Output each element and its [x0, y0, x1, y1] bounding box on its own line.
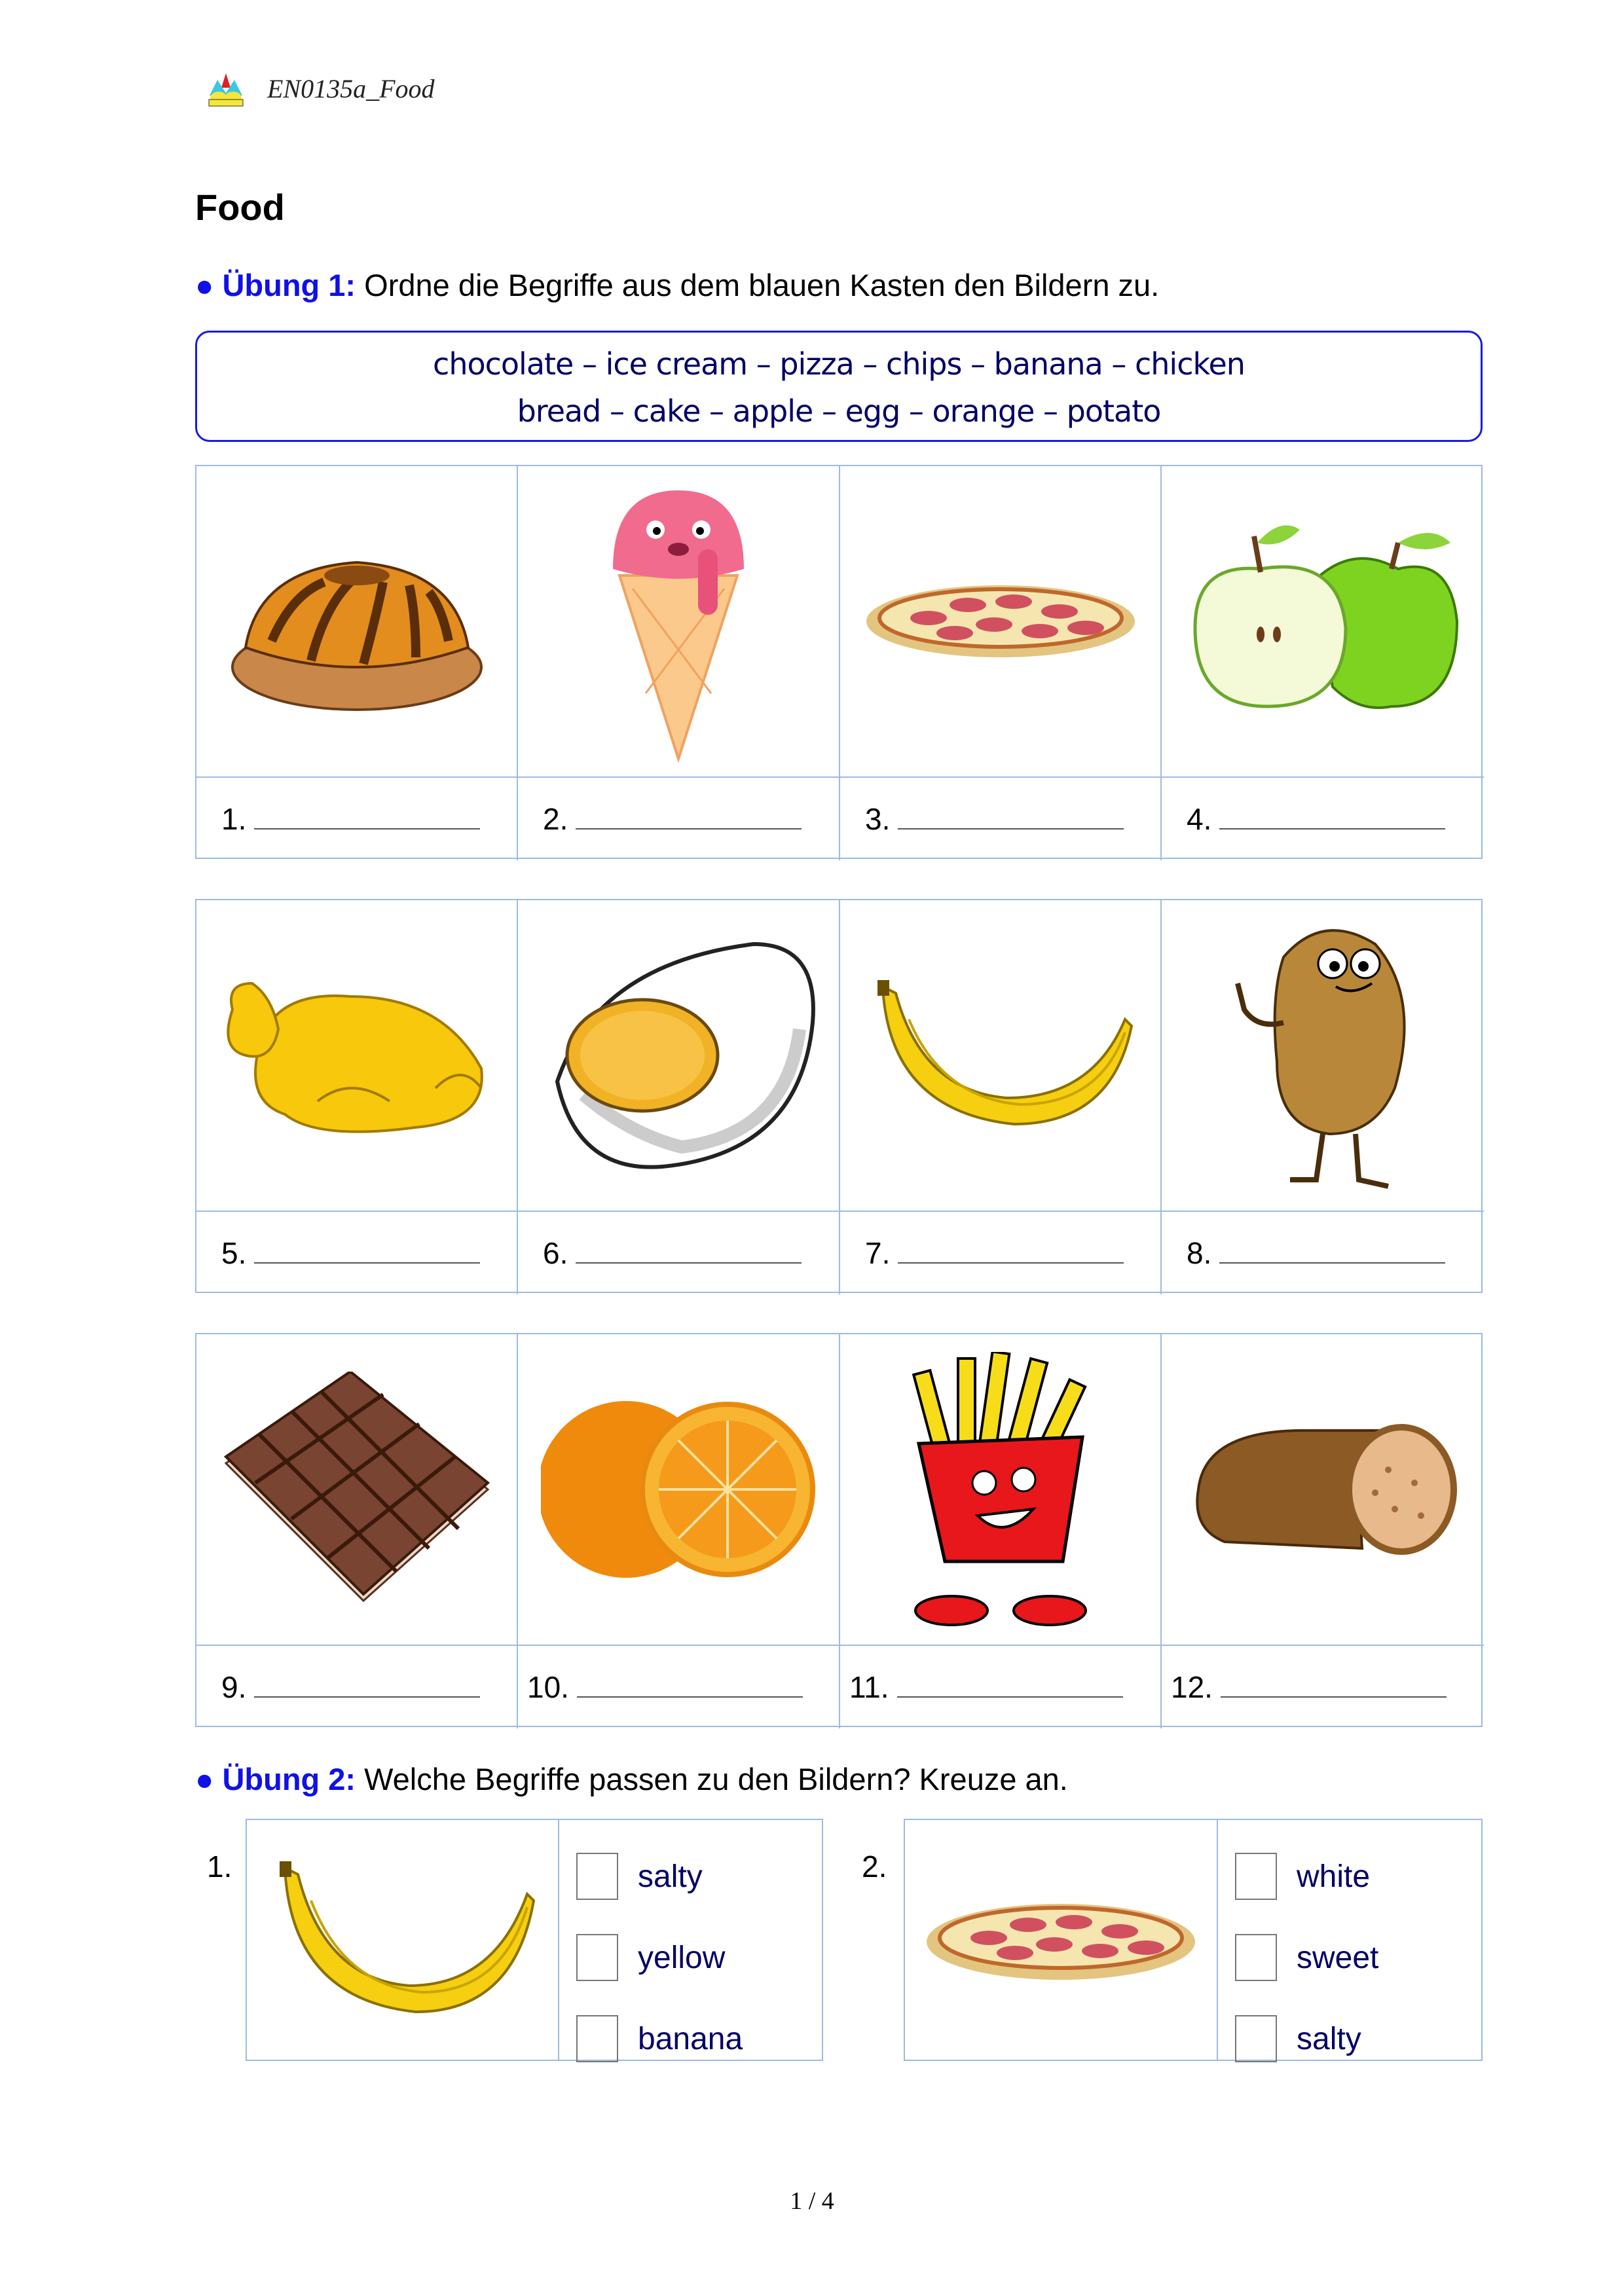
checkbox[interactable] [1235, 2015, 1277, 2062]
answer-12[interactable] [1162, 1645, 1484, 1728]
item-number: 5. [221, 1236, 247, 1270]
item-number: 1. [221, 802, 247, 836]
answer-line [898, 1262, 1124, 1264]
answer-11[interactable] [840, 1645, 1162, 1728]
option-white[interactable] [1218, 1836, 1481, 1917]
checkbox[interactable] [576, 1853, 618, 1900]
answer-line [576, 828, 802, 829]
picture-chips [840, 1334, 1162, 1645]
exercise1-instruction: Ordne die Begriffe aus dem blauen Kasten den Bildern zu. [364, 268, 1160, 302]
answer-5[interactable] [196, 1211, 518, 1294]
nachhilfe-logo [207, 73, 245, 107]
item-number: 12. [1171, 1670, 1213, 1704]
picture-pizza [905, 1820, 1218, 2060]
picture-banana [840, 900, 1162, 1211]
answer-2[interactable] [518, 776, 840, 860]
item-number: 11. [849, 1670, 889, 1704]
picture-potato [1162, 900, 1484, 1211]
task-2 [904, 1819, 1483, 2061]
picture-pizza [840, 466, 1162, 776]
answer-line [254, 1262, 480, 1264]
option-label: yellow [638, 1940, 726, 1975]
word-box-line2: bread – cake – apple – egg – orange – potato [517, 393, 1161, 429]
exercise2-instruction: Welche Begriffe passen zu den Bildern? Kreuze an. [364, 1762, 1068, 1796]
item-number: 8. [1187, 1236, 1212, 1270]
picture-apple [1162, 466, 1484, 776]
item-number: 2. [543, 802, 568, 836]
picture-orange [518, 1334, 840, 1645]
answer-8[interactable] [1162, 1211, 1484, 1294]
picture-bread [1162, 1334, 1484, 1645]
item-number: 7. [865, 1236, 891, 1270]
option-sweet[interactable] [1218, 1917, 1481, 1998]
option-label: banana [638, 2021, 743, 2056]
word-box [195, 331, 1483, 442]
picture-egg [518, 900, 840, 1211]
picture-ice-cream [518, 466, 840, 776]
answer-line [254, 828, 480, 829]
checkbox[interactable] [1235, 1853, 1277, 1900]
exercise1-label: Übung 1: [222, 268, 356, 302]
exercise2-label: Übung 2: [222, 1762, 356, 1796]
item-number: 9. [221, 1670, 247, 1704]
answer-6[interactable] [518, 1211, 840, 1294]
answer-line [1219, 1262, 1445, 1264]
option-label: salty [638, 1859, 703, 1894]
answer-3[interactable] [840, 776, 1162, 860]
document-id: EN0135a_Food [267, 74, 435, 103]
picture-chicken [196, 900, 518, 1211]
answer-4[interactable] [1162, 776, 1484, 860]
item-number: 3. [865, 802, 891, 836]
answer-line [898, 828, 1124, 829]
option-label: salty [1297, 2021, 1361, 2056]
answer-line [897, 1696, 1123, 1698]
picture-grid-row1 [195, 465, 1483, 859]
option-salty[interactable] [1218, 1998, 1481, 2079]
option-salty[interactable] [559, 1836, 822, 1917]
task-number: 2. [862, 1850, 887, 1884]
page-title: Food [195, 187, 285, 228]
item-number: 6. [543, 1236, 568, 1270]
exercise1-heading: ● Übung 1: Ordne die Begriffe aus dem blauen Kasten den Bildern zu. [195, 268, 1160, 302]
page-number: 1 / 4 [790, 2187, 834, 2215]
task-1 [246, 1819, 823, 2061]
answer-1[interactable] [196, 776, 518, 860]
checkbox[interactable] [576, 1934, 618, 1981]
option-label: sweet [1297, 1940, 1379, 1975]
answer-line [577, 1696, 803, 1698]
answer-line [1219, 828, 1445, 829]
option-banana[interactable] [559, 1998, 822, 2079]
item-number: 10. [527, 1670, 569, 1704]
answer-line [576, 1262, 802, 1264]
picture-grid-row3 [195, 1333, 1483, 1727]
task-number: 1. [207, 1850, 232, 1884]
item-number: 4. [1187, 802, 1212, 836]
answer-line [254, 1696, 480, 1698]
picture-chocolate [196, 1334, 518, 1645]
picture-banana [247, 1820, 559, 2060]
answer-7[interactable] [840, 1211, 1162, 1294]
checkbox[interactable] [576, 2015, 618, 2062]
option-yellow[interactable] [559, 1917, 822, 1998]
exercise2-heading: ● Übung 2: Welche Begriffe passen zu den Bildern? Kreuze an. [195, 1762, 1068, 1796]
option-label: white [1297, 1859, 1371, 1894]
answer-line [1221, 1696, 1447, 1698]
picture-grid-row2 [195, 899, 1483, 1293]
word-box-line1: chocolate – ice cream – pizza – chips – banana – chicken [433, 346, 1245, 382]
picture-cake [196, 466, 518, 776]
answer-9[interactable] [196, 1645, 518, 1728]
answer-10[interactable] [518, 1645, 840, 1728]
checkbox[interactable] [1235, 1934, 1277, 1981]
